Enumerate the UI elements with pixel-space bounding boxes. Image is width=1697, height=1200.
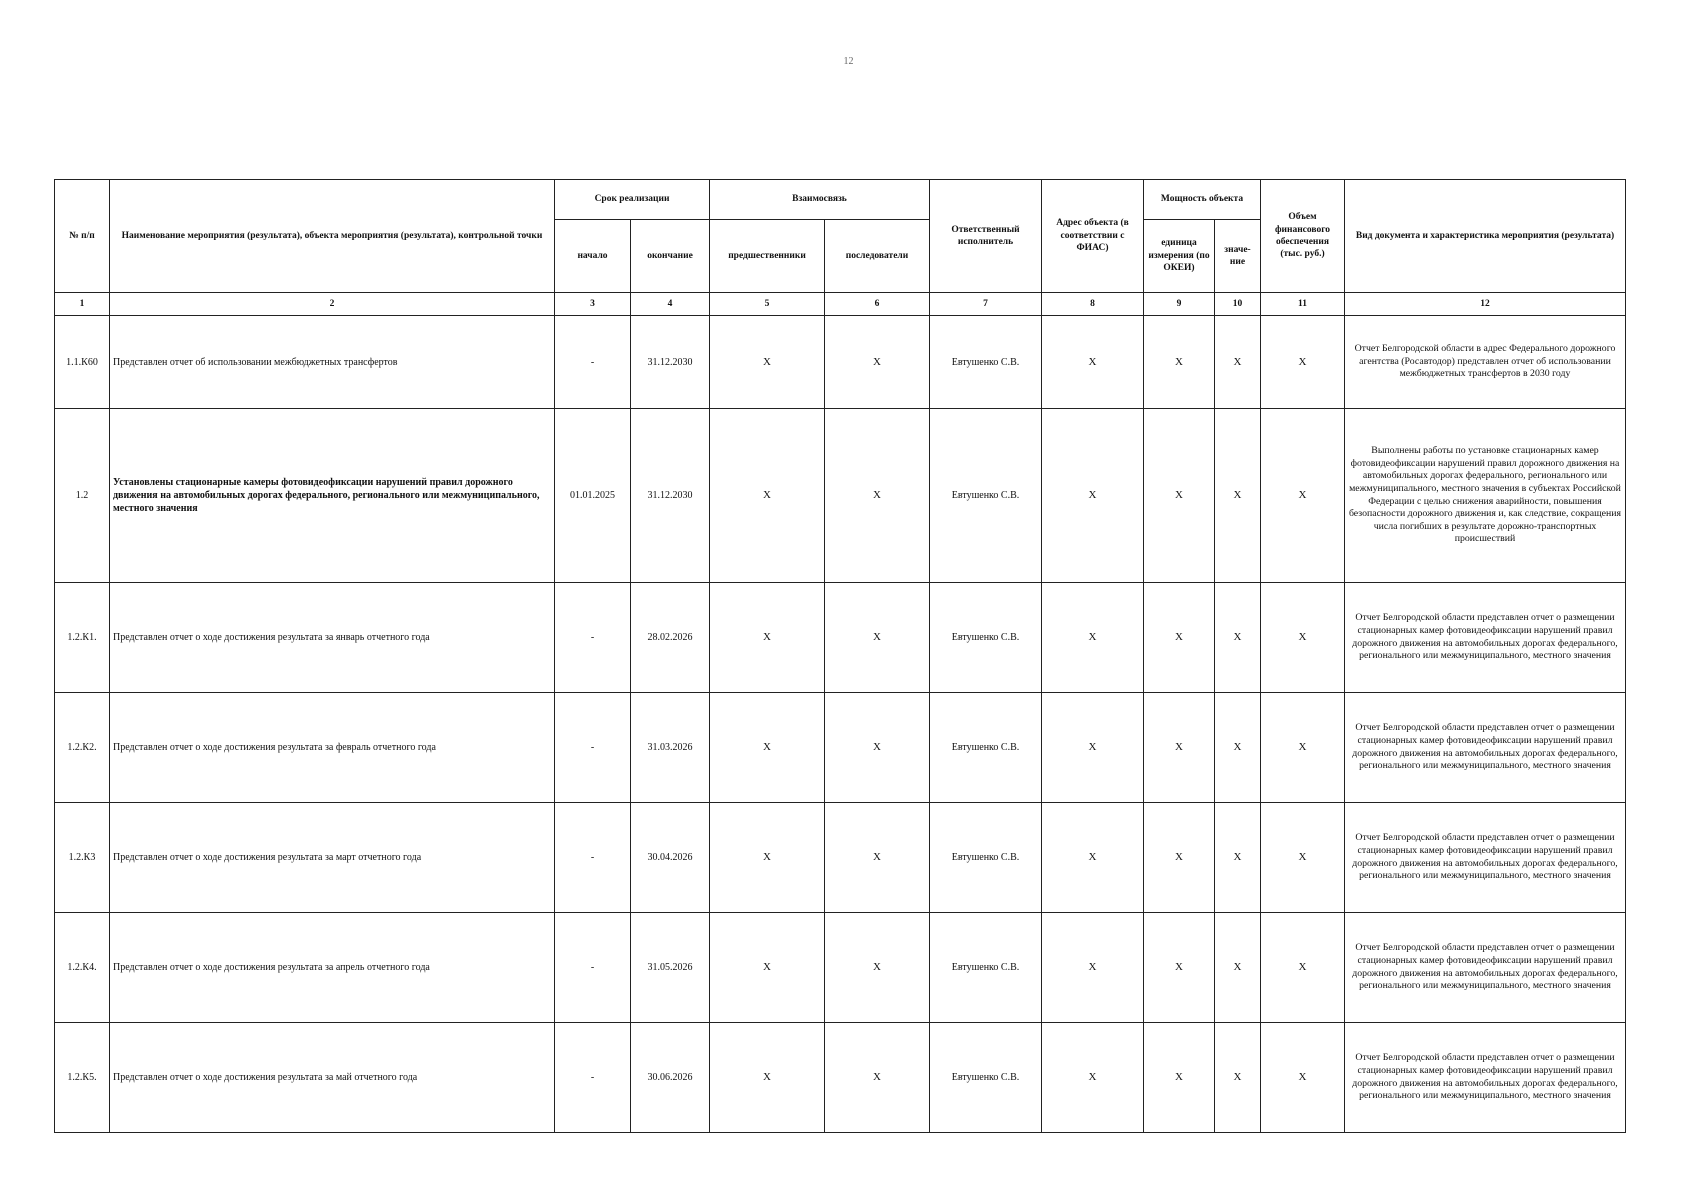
row-executor: Евтушенко С.В.	[930, 913, 1042, 1023]
header-doc: Вид документа и характеристика мероприятия (результата)	[1345, 180, 1626, 293]
row-predecessors: Х	[710, 803, 825, 913]
table-row	[55, 316, 1626, 409]
row-start: -	[555, 316, 631, 409]
row-start: -	[555, 1023, 631, 1133]
header-funding: Объем финансового обеспечения (тыс. руб.)	[1261, 180, 1345, 293]
row-num: 1.1.К60	[55, 316, 110, 409]
row-predecessors: Х	[710, 583, 825, 693]
row-funding: Х	[1261, 409, 1345, 583]
row-successors: Х	[825, 913, 930, 1023]
row-successors: Х	[825, 583, 930, 693]
header-name: Наименование мероприятия (результата), объекта мероприятия (результата), контрольной точки	[110, 180, 555, 293]
row-name: Представлен отчет о ходе достижения результата за апрель отчетного года	[110, 913, 555, 1023]
row-address: Х	[1042, 409, 1144, 583]
row-successors: Х	[825, 803, 930, 913]
row-address: Х	[1042, 803, 1144, 913]
header-relation: Взаимосвязь	[710, 180, 930, 220]
row-funding: Х	[1261, 803, 1345, 913]
row-address: Х	[1042, 693, 1144, 803]
header-successors: последователи	[825, 220, 930, 293]
row-executor: Евтушенко С.В.	[930, 693, 1042, 803]
table-row	[55, 583, 1626, 693]
table-row	[55, 803, 1626, 913]
row-predecessors: Х	[710, 1023, 825, 1133]
row-start: -	[555, 803, 631, 913]
header-term: Срок реализации	[555, 180, 710, 220]
row-num: 1.2	[55, 409, 110, 583]
row-executor: Евтушенко С.В.	[930, 803, 1042, 913]
header-executor: Ответственный исполнитель	[930, 180, 1042, 293]
table-row	[55, 409, 1626, 583]
header-capacity: Мощность объекта	[1144, 180, 1261, 220]
header-value: значе-ние	[1215, 220, 1261, 293]
table-row	[55, 1023, 1626, 1133]
row-unit: Х	[1144, 693, 1215, 803]
row-name: Представлен отчет о ходе достижения результата за январь отчетного года	[110, 583, 555, 693]
row-doc: Выполнены работы по установке стационарных камер фотовидеофиксации нарушений правил дорожного движения на автомобильных дорогах федерального, регионального или межмуниципального, местного значения в субъектах Российской Федерации с целью снижения аварийности, повышения безопасности дорожного движения и, как следствие, сокращения числа погибших в результате дорожно-транспортных происшествий	[1345, 409, 1626, 583]
row-address: Х	[1042, 316, 1144, 409]
row-executor: Евтушенко С.В.	[930, 1023, 1042, 1133]
row-value: Х	[1215, 693, 1261, 803]
table-row	[55, 693, 1626, 803]
row-doc: Отчет Белгородской области представлен отчет о размещении стационарных камер фотовидеофиксации нарушений правил дорожного движения на автомобильных дорогах федерального, регионального или межмуниципального, местного значения	[1345, 583, 1626, 693]
row-predecessors: Х	[710, 316, 825, 409]
header-num: № п/п	[55, 180, 110, 293]
column-number: 2	[110, 293, 555, 316]
plan-table	[54, 179, 1626, 1133]
row-start: 01.01.2025	[555, 409, 631, 583]
row-executor: Евтушенко С.В.	[930, 409, 1042, 583]
row-end: 30.06.2026	[631, 1023, 710, 1133]
row-funding: Х	[1261, 693, 1345, 803]
header-address: Адрес объекта (в соответствии с ФИАС)	[1042, 180, 1144, 293]
table-body	[55, 316, 1626, 1133]
row-address: Х	[1042, 1023, 1144, 1133]
page-number: 12	[843, 56, 854, 67]
row-num: 1.2.К3	[55, 803, 110, 913]
row-unit: Х	[1144, 803, 1215, 913]
row-name: Представлен отчет о ходе достижения результата за март отчетного года	[110, 803, 555, 913]
row-funding: Х	[1261, 1023, 1345, 1133]
row-value: Х	[1215, 803, 1261, 913]
column-number: 11	[1261, 293, 1345, 316]
row-num: 1.2.К2.	[55, 693, 110, 803]
row-executor: Евтушенко С.В.	[930, 316, 1042, 409]
row-value: Х	[1215, 1023, 1261, 1133]
table-header	[55, 180, 1626, 316]
row-start: -	[555, 913, 631, 1023]
table-row	[55, 913, 1626, 1023]
row-address: Х	[1042, 913, 1144, 1023]
row-doc: Отчет Белгородской области представлен отчет о размещении стационарных камер фотовидеофиксации нарушений правил дорожного движения на автомобильных дорогах федерального, регионального или межмуниципального, местного значения	[1345, 913, 1626, 1023]
row-funding: Х	[1261, 913, 1345, 1023]
row-end: 30.04.2026	[631, 803, 710, 913]
row-value: Х	[1215, 913, 1261, 1023]
row-start: -	[555, 693, 631, 803]
row-value: Х	[1215, 583, 1261, 693]
row-end: 31.05.2026	[631, 913, 710, 1023]
row-executor: Евтушенко С.В.	[930, 583, 1042, 693]
row-num: 1.2.К1.	[55, 583, 110, 693]
row-start: -	[555, 583, 631, 693]
column-number: 10	[1215, 293, 1261, 316]
row-num: 1.2.К5.	[55, 1023, 110, 1133]
column-number: 5	[710, 293, 825, 316]
column-number: 4	[631, 293, 710, 316]
header-term-start: начало	[555, 220, 631, 293]
row-value: Х	[1215, 316, 1261, 409]
row-doc: Отчет Белгородской области представлен отчет о размещении стационарных камер фотовидеофиксации нарушений правил дорожного движения на автомобильных дорогах федерального, регионального или межмуниципального, местного значения	[1345, 693, 1626, 803]
row-value: Х	[1215, 409, 1261, 583]
row-successors: Х	[825, 316, 930, 409]
row-unit: Х	[1144, 583, 1215, 693]
row-doc: Отчет Белгородской области в адрес Федерального дорожного агентства (Росавтодор) представлен отчет об использовании межбюджетных трансфертов в 2030 году	[1345, 316, 1626, 409]
row-unit: Х	[1144, 409, 1215, 583]
column-number: 12	[1345, 293, 1626, 316]
row-doc: Отчет Белгородской области представлен отчет о размещении стационарных камер фотовидеофиксации нарушений правил дорожного движения на автомобильных дорогах федерального, регионального или межмуниципального, местного значения	[1345, 803, 1626, 913]
row-successors: Х	[825, 693, 930, 803]
column-number: 8	[1042, 293, 1144, 316]
row-end: 28.02.2026	[631, 583, 710, 693]
row-num: 1.2.К4.	[55, 913, 110, 1023]
row-predecessors: Х	[710, 693, 825, 803]
column-number: 1	[55, 293, 110, 316]
header-term-end: окончание	[631, 220, 710, 293]
row-name: Представлен отчет об использовании межбюджетных трансфертов	[110, 316, 555, 409]
header-unit: единица измерения (по ОКЕИ)	[1144, 220, 1215, 293]
row-end: 31.12.2030	[631, 316, 710, 409]
row-successors: Х	[825, 1023, 930, 1133]
row-name: Представлен отчет о ходе достижения результата за май отчетного года	[110, 1023, 555, 1133]
row-funding: Х	[1261, 316, 1345, 409]
row-address: Х	[1042, 583, 1144, 693]
row-unit: Х	[1144, 316, 1215, 409]
row-doc: Отчет Белгородской области представлен отчет о размещении стационарных камер фотовидеофиксации нарушений правил дорожного движения на автомобильных дорогах федерального, регионального или межмуниципального, местного значения	[1345, 1023, 1626, 1133]
row-successors: Х	[825, 409, 930, 583]
row-unit: Х	[1144, 913, 1215, 1023]
column-number: 7	[930, 293, 1042, 316]
column-number: 3	[555, 293, 631, 316]
row-end: 31.12.2030	[631, 409, 710, 583]
row-name: Представлен отчет о ходе достижения результата за февраль отчетного года	[110, 693, 555, 803]
row-end: 31.03.2026	[631, 693, 710, 803]
column-number: 6	[825, 293, 930, 316]
row-predecessors: Х	[710, 409, 825, 583]
header-predecessors: предшественники	[710, 220, 825, 293]
row-predecessors: Х	[710, 913, 825, 1023]
row-name: Установлены стационарные камеры фотовидеофиксации нарушений правил дорожного движения на автомобильных дорогах федерального, регионального или межмуниципального, местного значения	[110, 409, 555, 583]
column-numbers-row	[55, 293, 1626, 316]
row-unit: Х	[1144, 1023, 1215, 1133]
column-number: 9	[1144, 293, 1215, 316]
row-funding: Х	[1261, 583, 1345, 693]
